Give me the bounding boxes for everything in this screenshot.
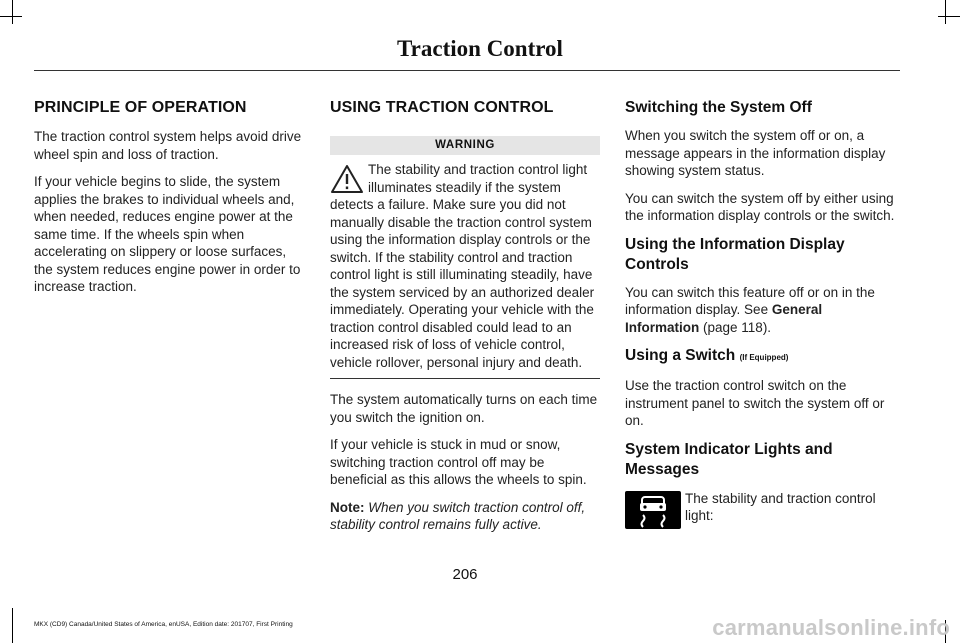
- warning-box: [330, 161, 600, 371]
- stability-traction-control-icon: [625, 491, 681, 529]
- general-information-link[interactable]: General Information: [625, 302, 823, 335]
- header-divider: [34, 70, 900, 71]
- switching-heading: Switching the System Off: [625, 99, 812, 116]
- crop-mark: [0, 16, 22, 17]
- info-display-text: You can switch this feature off or on in the information display. See: [625, 284, 875, 317]
- info-display-heading: Using the Information Display Controls: [625, 235, 845, 273]
- using-para-2: If your vehicle is stuck in mud or snow, switching traction control off may be beneficial as this allows the wheels to spin.: [330, 437, 587, 487]
- column-2: [330, 98, 600, 544]
- watermark: carmanualsonline.info: [712, 615, 950, 640]
- indicator-heading: System Indicator Lights and Messages: [625, 440, 833, 478]
- switch-heading: [625, 346, 897, 368]
- switch-para: Use the traction control switch on the instrument panel to switch the system off or on.: [625, 378, 885, 428]
- if-equipped-tag: (If Equipped): [739, 353, 789, 362]
- note-label: Note:: [330, 499, 365, 515]
- page-title: Traction Control: [397, 36, 563, 61]
- switch-heading-text: Using a Switch: [625, 347, 736, 364]
- note: [330, 499, 600, 534]
- warning-divider: [330, 378, 600, 379]
- info-display-para: [625, 284, 897, 337]
- warning-label: WARNING: [330, 136, 600, 155]
- column-1: [34, 98, 306, 306]
- crop-mark: [938, 16, 960, 17]
- edition-note: MKX (CD9) Canada/United States of America, enUSA, Edition date: 201707, First Printing: [34, 621, 293, 628]
- page-number: 206: [452, 566, 478, 583]
- crop-mark: [12, 0, 13, 24]
- note-text: When you switch traction control off, stability control remains fully active.: [330, 499, 586, 532]
- using-heading: USING TRACTION CONTROL: [330, 99, 554, 116]
- switching-para-1: When you switch the system off or on, a message appears in the information display showing system status.: [625, 128, 886, 178]
- switching-para-2: You can switch the system off by either using the information display controls or the switch.: [625, 190, 895, 223]
- warning-text: The stability and traction control light illuminates steadily if the system detects a failure. Make sure you did not manually disable the traction control system using the information display controls or the switch. If the stability control and traction control light is still illuminating steadily, have the system serviced by an authorized dealer immediately. Operating your vehicle with the traction control disabled could lead to an increased risk of loss of vehicle control, vehicle rollover, personal injury and death.: [330, 162, 595, 370]
- using-para-1: The system automatically turns on each time you switch the ignition on.: [330, 392, 598, 425]
- principle-para-1: The traction control system helps avoid drive wheel spin and loss of traction.: [34, 129, 302, 162]
- column-3: [625, 98, 897, 530]
- principle-heading: PRINCIPLE OF OPERATION: [34, 99, 247, 116]
- warning-triangle-icon: [330, 164, 364, 194]
- principle-para-2: If your vehicle begins to slide, the system applies the brakes to individual wheels and, when needed, reduces engine power at the same time. If the wheels spin when accelerating on slippery or loose surfaces, the system reduces engine power in order to increase traction.: [34, 174, 301, 294]
- crop-mark: [12, 608, 13, 643]
- indicator-text: The stability and traction control light:: [685, 490, 876, 523]
- indicator-row: [625, 490, 897, 530]
- info-display-page-ref: (page 118).: [703, 319, 772, 335]
- crop-mark: [945, 0, 946, 24]
